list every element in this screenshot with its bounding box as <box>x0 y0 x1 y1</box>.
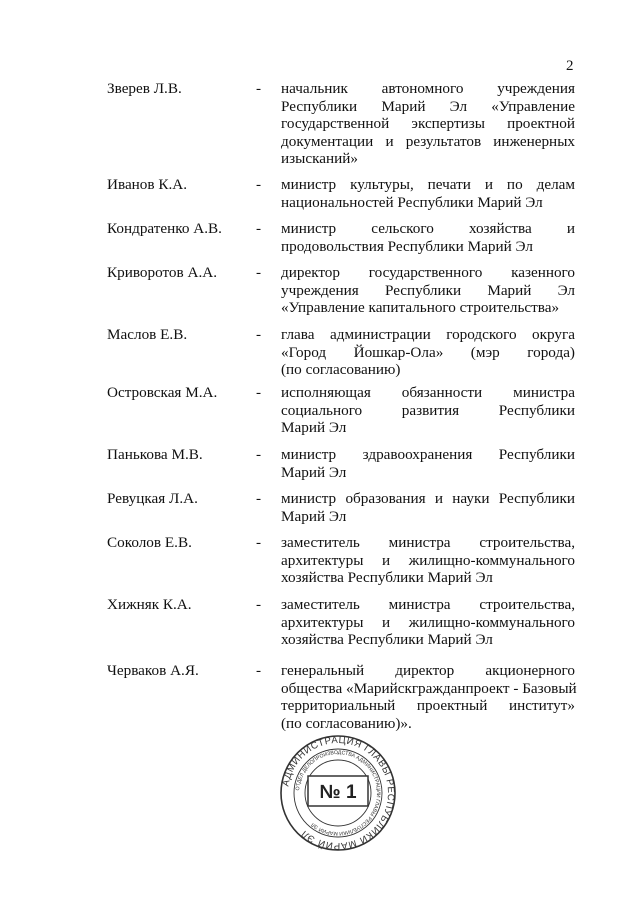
member-position-line: Марий Эл <box>281 507 347 525</box>
member-position <box>281 80 575 168</box>
member-dash: - <box>256 326 262 343</box>
member-position-line: Марий Эл <box>281 463 347 481</box>
member-position-line: Республики Марий Эл «Управление <box>281 97 575 115</box>
member-name: Островская М.А. <box>107 384 218 401</box>
member-position-line: хозяйства Республики Марий Эл <box>281 569 493 586</box>
stamp-number: № 1 <box>319 782 357 803</box>
member-name: Маслов Е.В. <box>107 326 188 343</box>
member-name: Кондратенко А.В. <box>107 220 222 237</box>
member-position-line: исполняющая обязанности министра <box>281 384 575 401</box>
member-position-line: заместитель министра строительства, <box>281 534 575 551</box>
member-dash: - <box>256 264 262 281</box>
official-stamp <box>278 733 398 853</box>
member-position-line: учреждения Республики Марий Эл <box>281 281 575 299</box>
member-position-line: директор государственного казенного <box>281 264 575 281</box>
member-name: Ревуцкая Л.А. <box>107 490 198 507</box>
member-position-line: архитектуры и жилищно-коммунального <box>281 551 575 569</box>
member-dash: - <box>256 176 262 193</box>
member-position <box>281 446 575 481</box>
member-position-line: изысканий» <box>281 150 358 167</box>
member-position-line: продовольствия Республики Марий Эл <box>281 237 533 255</box>
member-position-line: генеральный директор акционерного <box>281 662 575 679</box>
member-position-line: министр здравоохранения Республики <box>281 446 575 463</box>
member-position-line: министр культуры, печати и по делам <box>281 176 575 193</box>
member-name: Хижняк К.А. <box>107 596 192 613</box>
member-position <box>281 534 575 587</box>
member-position-line: хозяйства Республики Марий Эл <box>281 631 493 648</box>
member-position-line: территориальный проектный институт» <box>281 697 575 714</box>
member-dash: - <box>256 662 262 679</box>
stamp-inner-text: ОТДЕЛ ДЕЛОПРОИЗВОДСТВА АДМИНИСТРАЦИИ ГЛАВЫ РЕСПУБЛИКИ МАРИЙ ЭЛ <box>295 749 382 837</box>
member-dash: - <box>256 80 262 97</box>
member-position <box>281 596 575 649</box>
member-name: Криворотов А.А. <box>107 264 218 281</box>
member-position-line: заместитель министра строительства, <box>281 596 575 613</box>
member-position <box>281 662 575 732</box>
member-position-line: начальник автономного учреждения <box>281 80 575 97</box>
member-dash: - <box>256 220 262 237</box>
member-position-line: глава администрации городского округа <box>281 326 575 343</box>
member-position-line: (по согласованию) <box>281 361 401 378</box>
member-dash: - <box>256 446 262 463</box>
member-dash: - <box>256 490 262 507</box>
member-position <box>281 220 575 255</box>
member-position-line: общества «Марийскгражданпроект - Базовый <box>281 679 577 697</box>
member-position-line: министр образования и науки Республики <box>281 490 575 507</box>
member-position-line: «Город Йошкар-Ола» (мэр города) <box>281 343 575 361</box>
stamp-outer-text: АДМИНИСТРАЦИЯ ГЛАВЫ РЕСПУБЛИКИ МАРИЙ ЭЛ <box>280 734 397 852</box>
member-name: Панькова М.В. <box>107 446 203 463</box>
member-position-line: (по согласованию)». <box>281 714 412 732</box>
member-dash: - <box>256 596 262 613</box>
member-name: Соколов Е.В. <box>107 534 192 551</box>
member-position-line: государственной экспертизы проектной <box>281 115 575 132</box>
member-dash: - <box>256 534 262 551</box>
page-number: 2 <box>566 58 574 74</box>
member-position-line: социального развития Республики <box>281 401 575 419</box>
member-position <box>281 384 575 437</box>
member-name: Иванов К.А. <box>107 176 188 193</box>
member-name: Зверев Л.В. <box>107 80 182 97</box>
member-position <box>281 176 575 211</box>
member-position-line: документации и результатов инженерных <box>281 132 575 150</box>
member-position <box>281 490 575 525</box>
member-name: Черваков А.Я. <box>107 662 199 679</box>
member-position-line: «Управление капитального строительства» <box>281 299 560 316</box>
member-position-line: архитектуры и жилищно-коммунального <box>281 613 575 631</box>
member-position-line: министр сельского хозяйства и <box>281 220 575 237</box>
member-dash: - <box>256 384 262 401</box>
member-position <box>281 326 575 379</box>
member-position <box>281 264 575 317</box>
member-position-line: национальностей Республики Марий Эл <box>281 193 543 211</box>
member-position-line: Марий Эл <box>281 419 347 436</box>
